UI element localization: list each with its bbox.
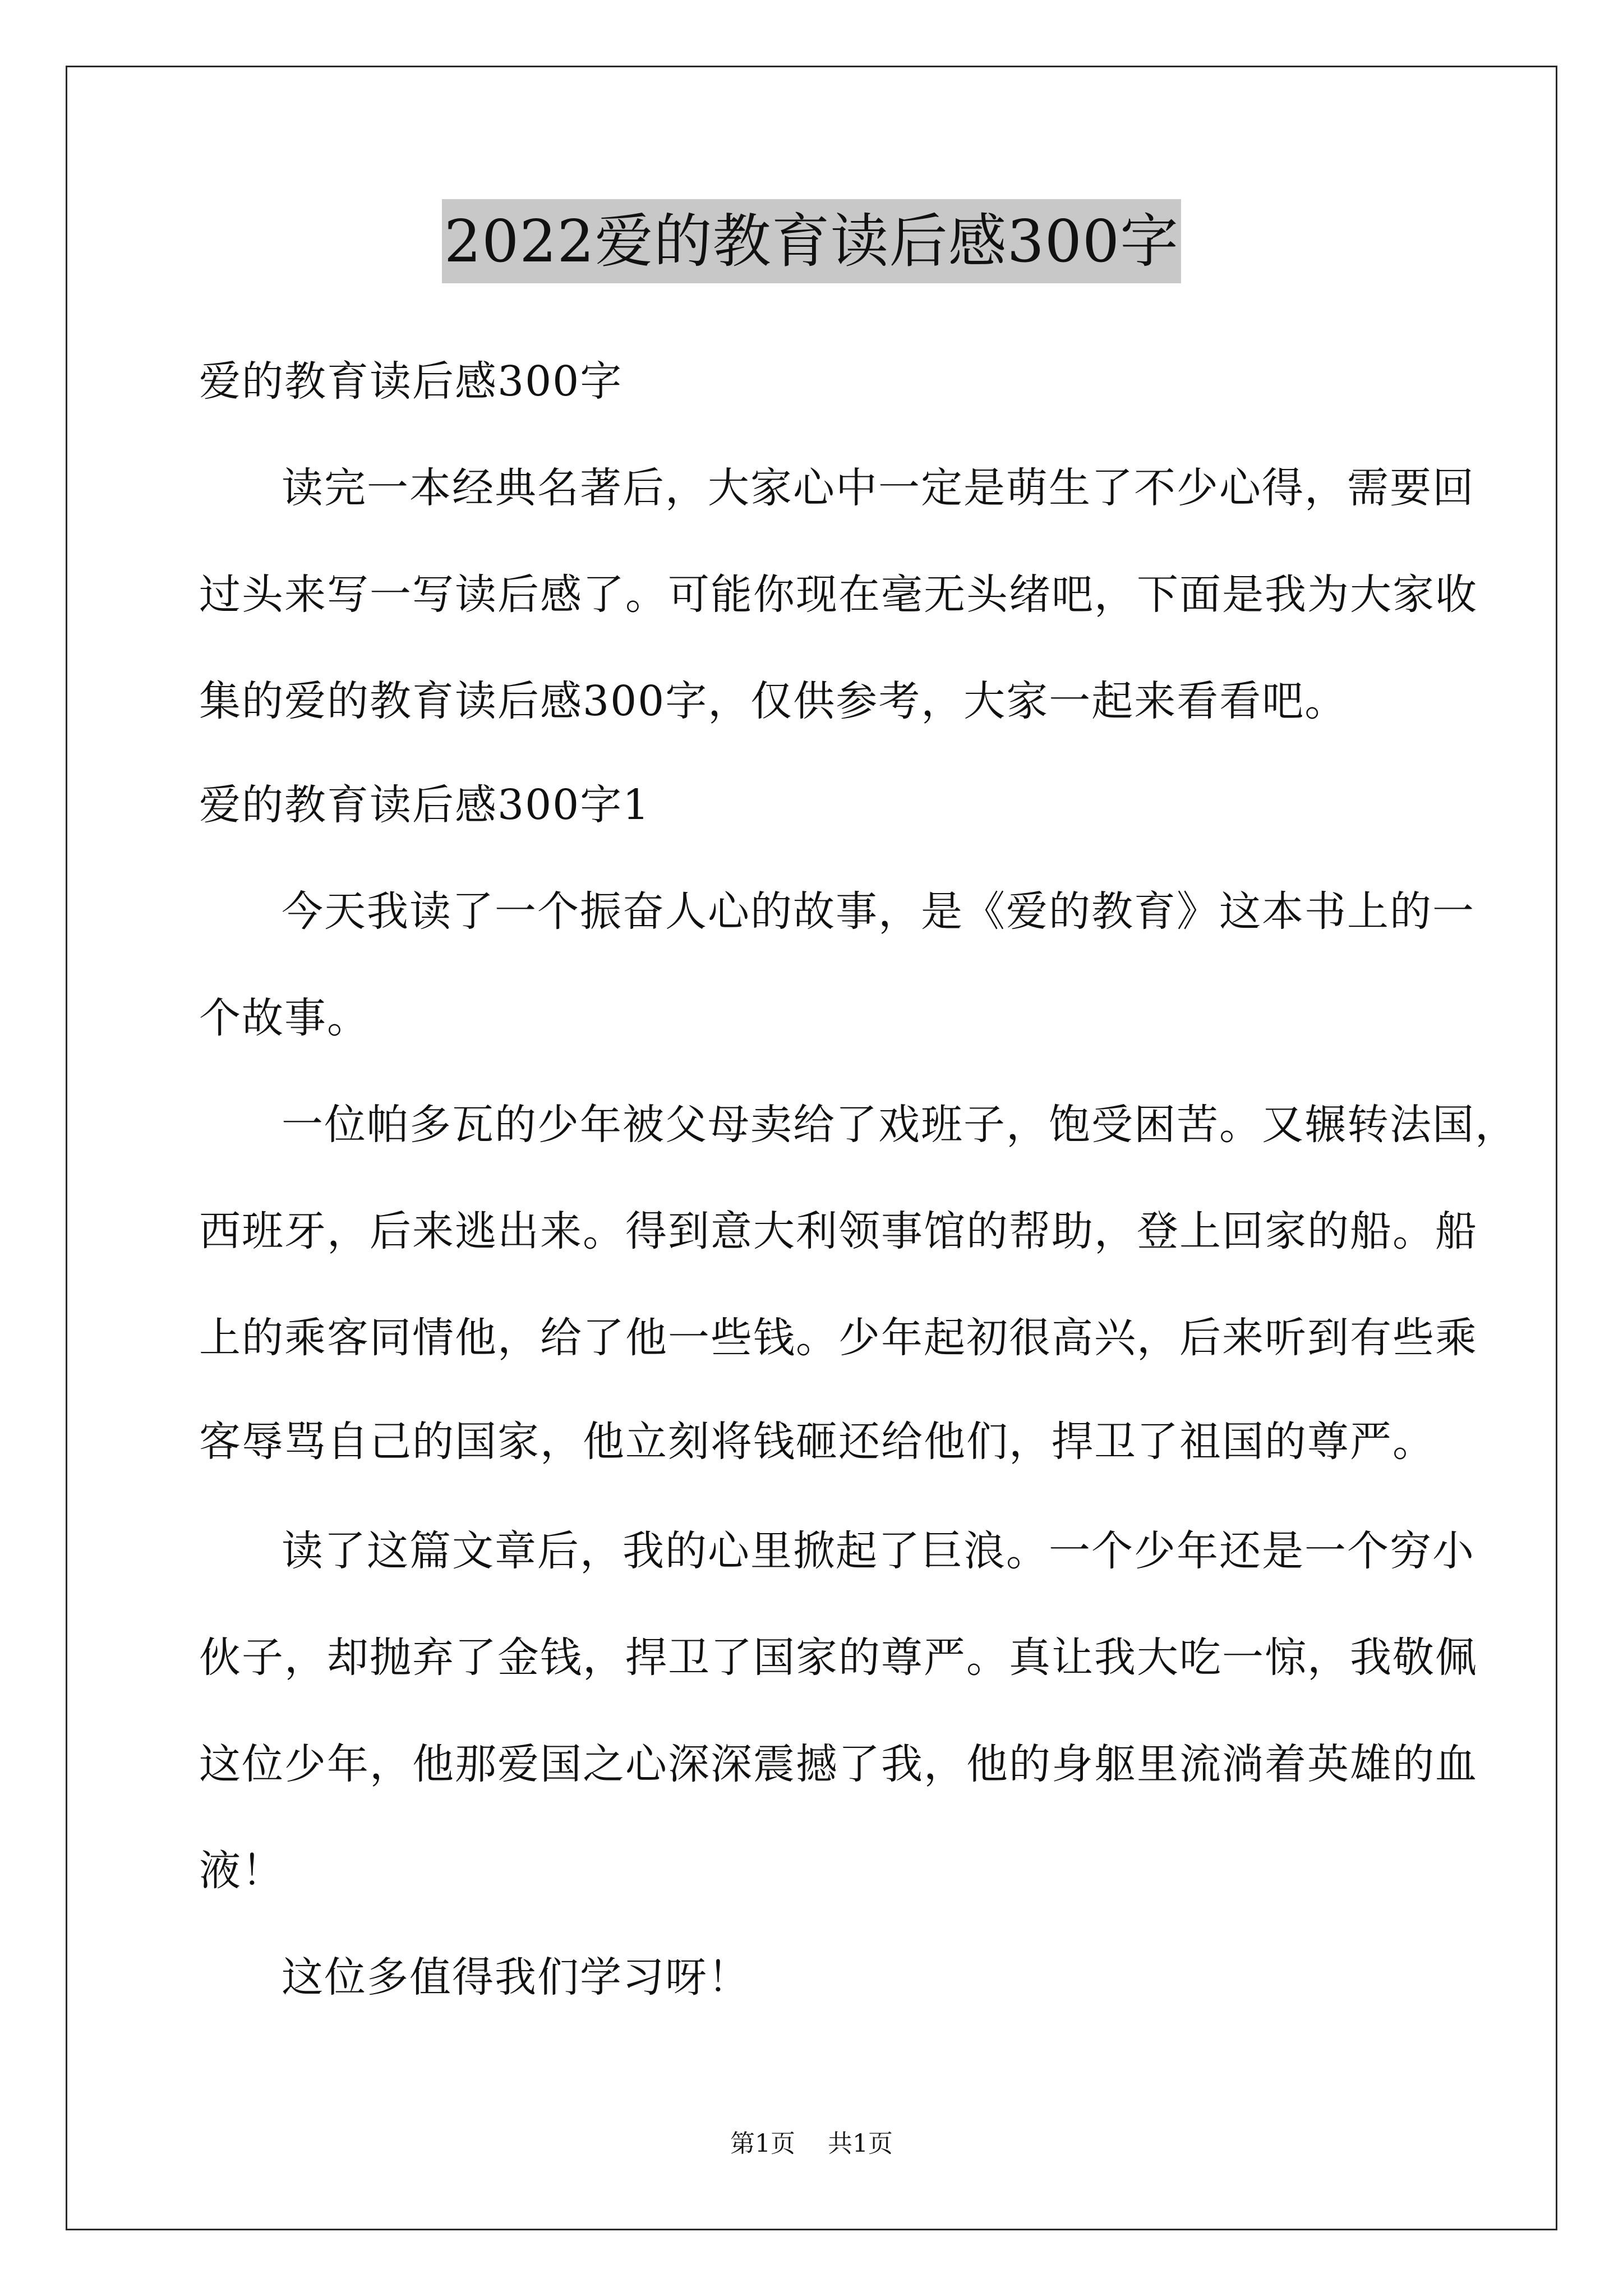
paragraph-line: 一位帕多瓦的少年被父母卖给了戏班子，饱受困苦。又辗转法国， (282, 1101, 1518, 1149)
document-title: 2022爱的教育读后感300字 (442, 199, 1181, 283)
page-total: 共1页 (828, 2129, 893, 2158)
paragraph-line: 这位多值得我们学习呀！ (282, 1953, 750, 2001)
section-heading-1: 爱的教育读后感300字1 (199, 781, 651, 829)
paragraph-line: 读完一本经典名著后，大家心中一定是萌生了不少心得，需要回 (282, 464, 1475, 512)
paragraph-line: 客辱骂自己的国家，他立刻将钱砸还给他们，捍卫了祖国的尊严。 (199, 1418, 1435, 1466)
paragraph-line: 集的爱的教育读后感300字，仅供参考，大家一起来看看吧。 (199, 677, 1348, 725)
paragraph-line: 个故事。 (199, 994, 370, 1042)
paragraph-line: 液！ (199, 1847, 284, 1895)
paragraph-line: 西班牙，后来逃出来。得到意大利领事馆的帮助，登上回家的船。船 (199, 1207, 1478, 1255)
title-container (0, 199, 1623, 283)
section-heading-intro: 爱的教育读后感300字 (199, 357, 623, 406)
paragraph-line: 今天我读了一个振奋人心的故事，是《爱的教育》这本书上的一 (282, 887, 1475, 936)
page-footer (0, 2127, 1623, 2161)
paragraph-line: 上的乘客同情他，给了他一些钱。少年起初很高兴，后来听到有些乘 (199, 1314, 1478, 1362)
paragraph-line: 过头来写一写读后感了。可能你现在毫无头绪吧，下面是我为大家收 (199, 570, 1478, 619)
paragraph-line: 伙子，却抛弃了金钱，捍卫了国家的尊严。真让我大吃一惊，我敬佩 (199, 1634, 1478, 1682)
paragraph-line: 这位少年，他那爱国之心深深震撼了我，他的身躯里流淌着英雄的血 (199, 1740, 1478, 1788)
paragraph-line: 读了这篇文章后，我的心里掀起了巨浪。一个少年还是一个穷小 (282, 1527, 1475, 1575)
page-number: 第1页 (730, 2129, 795, 2158)
